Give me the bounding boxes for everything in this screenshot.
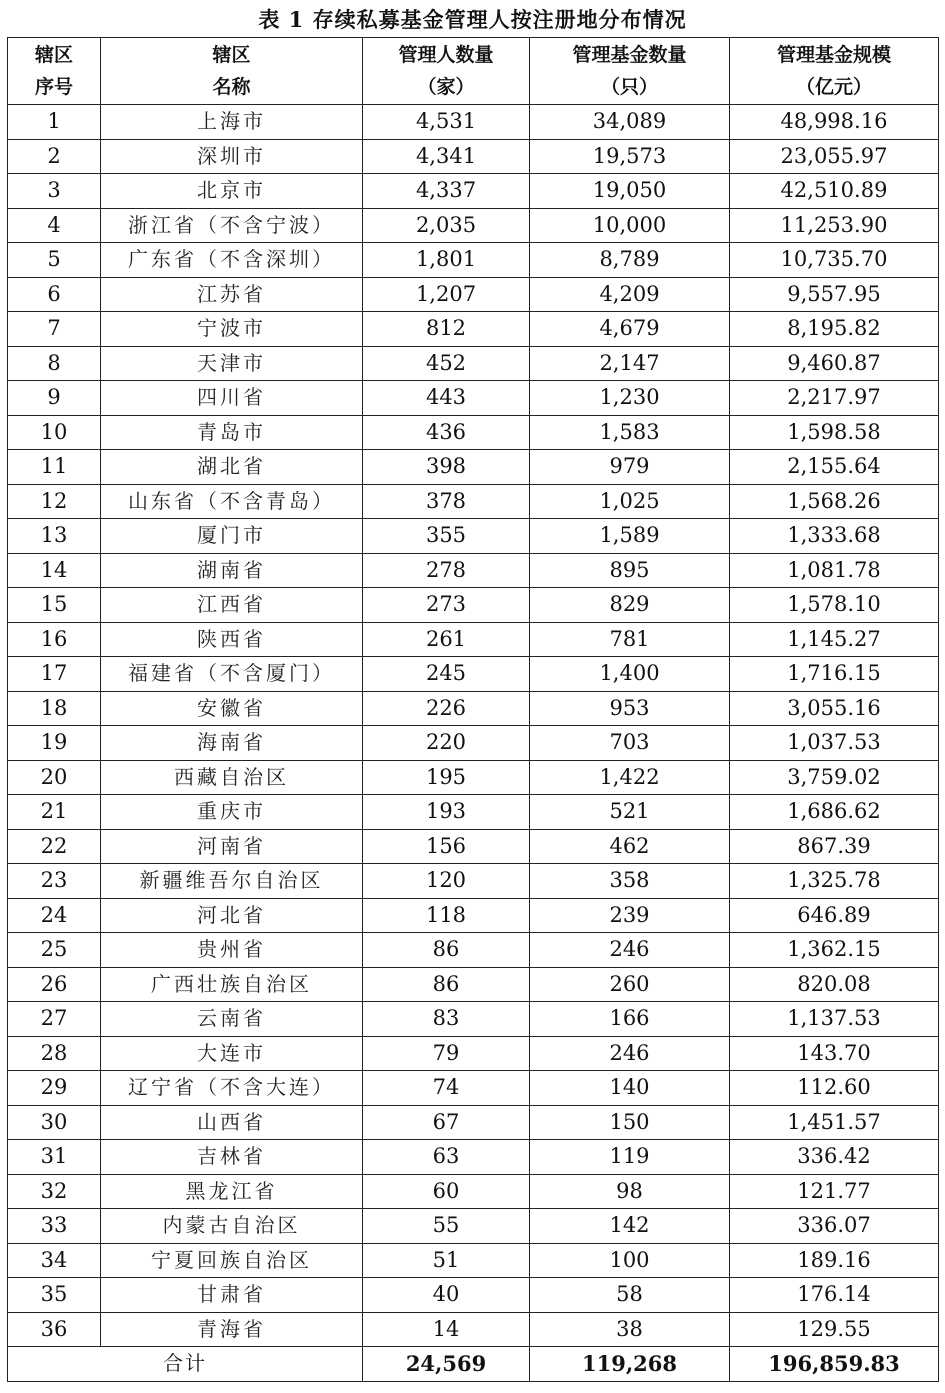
row-number: 15 [8, 588, 101, 623]
manager-count: 40 [363, 1278, 530, 1313]
fund-scale: 1,333.68 [730, 519, 939, 554]
row-number: 8 [8, 346, 101, 381]
table-row [8, 657, 939, 692]
fund-scale: 176.14 [730, 1278, 939, 1313]
manager-count: 193 [363, 795, 530, 830]
manager-count: 51 [363, 1243, 530, 1278]
fund-scale: 336.07 [730, 1209, 939, 1244]
fund-scale: 1,686.62 [730, 795, 939, 830]
manager-count: 195 [363, 760, 530, 795]
fund-count: 19,573 [530, 139, 730, 174]
fund-count: 100 [530, 1243, 730, 1278]
manager-count: 118 [363, 898, 530, 933]
manager-count: 2,035 [363, 208, 530, 243]
region-name: 浙江省（不含宁波） [101, 208, 363, 243]
manager-count: 1,801 [363, 243, 530, 278]
row-number: 11 [8, 450, 101, 485]
fund-scale: 143.70 [730, 1036, 939, 1071]
manager-count: 14 [363, 1312, 530, 1347]
manager-count: 86 [363, 967, 530, 1002]
manager-count: 452 [363, 346, 530, 381]
table-row [8, 450, 939, 485]
fund-count: 781 [530, 622, 730, 657]
region-name: 宁夏回族自治区 [101, 1243, 363, 1278]
table-row [8, 174, 939, 209]
region-name: 四川省 [101, 381, 363, 416]
fund-count: 34,089 [530, 105, 730, 140]
row-number: 14 [8, 553, 101, 588]
row-number: 31 [8, 1140, 101, 1175]
fund-scale: 867.39 [730, 829, 939, 864]
manager-count: 74 [363, 1071, 530, 1106]
fund-scale: 42,510.89 [730, 174, 939, 209]
region-name: 湖南省 [101, 553, 363, 588]
row-number: 1 [8, 105, 101, 140]
fund-count: 166 [530, 1002, 730, 1037]
table-row [8, 1071, 939, 1106]
row-number: 17 [8, 657, 101, 692]
fund-scale: 1,362.15 [730, 933, 939, 968]
manager-count: 443 [363, 381, 530, 416]
region-name: 宁波市 [101, 312, 363, 347]
row-number: 33 [8, 1209, 101, 1244]
region-name: 重庆市 [101, 795, 363, 830]
manager-count: 4,337 [363, 174, 530, 209]
row-number: 25 [8, 933, 101, 968]
region-name: 安徽省 [101, 691, 363, 726]
region-name: 内蒙古自治区 [101, 1209, 363, 1244]
fund-scale: 121.77 [730, 1174, 939, 1209]
fund-scale: 23,055.97 [730, 139, 939, 174]
row-number: 6 [8, 277, 101, 312]
fund-count: 10,000 [530, 208, 730, 243]
manager-count: 79 [363, 1036, 530, 1071]
fund-scale: 9,460.87 [730, 346, 939, 381]
table-row [8, 1105, 939, 1140]
manager-count: 4,531 [363, 105, 530, 140]
row-number: 23 [8, 864, 101, 899]
table-row [8, 760, 939, 795]
table-row [8, 795, 939, 830]
region-name: 黑龙江省 [101, 1174, 363, 1209]
region-name: 山西省 [101, 1105, 363, 1140]
fund-count: 140 [530, 1071, 730, 1106]
row-number: 36 [8, 1312, 101, 1347]
fund-count: 98 [530, 1174, 730, 1209]
row-number: 4 [8, 208, 101, 243]
total-funds: 119,268 [530, 1347, 730, 1382]
table-row [8, 1278, 939, 1313]
fund-scale: 336.42 [730, 1140, 939, 1175]
header-manager-count: 管理人数量 （家） [363, 38, 530, 105]
table-row [8, 933, 939, 968]
region-name: 河南省 [101, 829, 363, 864]
fund-scale: 1,451.57 [730, 1105, 939, 1140]
total-label: 合计 [8, 1347, 363, 1382]
table-row [8, 312, 939, 347]
header-region-name: 辖区 名称 [101, 38, 363, 105]
region-name: 广东省（不含深圳） [101, 243, 363, 278]
manager-count: 156 [363, 829, 530, 864]
fund-count: 979 [530, 450, 730, 485]
fund-scale: 10,735.70 [730, 243, 939, 278]
table-title: 表 1 存续私募基金管理人按注册地分布情况 [258, 7, 687, 32]
row-number: 9 [8, 381, 101, 416]
region-name: 河北省 [101, 898, 363, 933]
fund-scale: 1,578.10 [730, 588, 939, 623]
row-number: 18 [8, 691, 101, 726]
total-managers: 24,569 [363, 1347, 530, 1382]
manager-count: 120 [363, 864, 530, 899]
row-number: 20 [8, 760, 101, 795]
fund-scale: 112.60 [730, 1071, 939, 1106]
row-number: 5 [8, 243, 101, 278]
manager-count: 812 [363, 312, 530, 347]
table-row [8, 622, 939, 657]
region-name: 江苏省 [101, 277, 363, 312]
fund-count: 38 [530, 1312, 730, 1347]
fund-scale: 820.08 [730, 967, 939, 1002]
region-name: 辽宁省（不含大连） [101, 1071, 363, 1106]
table-row [8, 277, 939, 312]
table-row [8, 1036, 939, 1071]
region-name: 大连市 [101, 1036, 363, 1071]
fund-scale: 3,055.16 [730, 691, 939, 726]
fund-scale: 3,759.02 [730, 760, 939, 795]
fund-count: 4,679 [530, 312, 730, 347]
region-name: 西藏自治区 [101, 760, 363, 795]
fund-scale: 2,155.64 [730, 450, 939, 485]
row-number: 13 [8, 519, 101, 554]
row-number: 22 [8, 829, 101, 864]
header-fund-scale: 管理基金规模 （亿元） [730, 38, 939, 105]
manager-count: 355 [363, 519, 530, 554]
fund-scale: 1,716.15 [730, 657, 939, 692]
manager-count: 273 [363, 588, 530, 623]
table-row [8, 1002, 939, 1037]
fund-scale: 1,145.27 [730, 622, 939, 657]
table-row [8, 243, 939, 278]
fund-count: 4,209 [530, 277, 730, 312]
row-number: 24 [8, 898, 101, 933]
fund-scale: 1,568.26 [730, 484, 939, 519]
row-number: 10 [8, 415, 101, 450]
manager-count: 261 [363, 622, 530, 657]
table-row [8, 105, 939, 140]
fund-scale: 1,598.58 [730, 415, 939, 450]
row-number: 16 [8, 622, 101, 657]
manager-count: 1,207 [363, 277, 530, 312]
fund-scale: 2,217.97 [730, 381, 939, 416]
manager-count: 278 [363, 553, 530, 588]
region-name: 山东省（不含青岛） [101, 484, 363, 519]
row-number: 32 [8, 1174, 101, 1209]
fund-count: 953 [530, 691, 730, 726]
region-name: 上海市 [101, 105, 363, 140]
manager-count: 220 [363, 726, 530, 761]
fund-count: 1,230 [530, 381, 730, 416]
row-number: 27 [8, 1002, 101, 1037]
table-row [8, 1243, 939, 1278]
table-row [8, 1312, 939, 1347]
table-row [8, 553, 939, 588]
fund-count: 19,050 [530, 174, 730, 209]
fund-count: 246 [530, 933, 730, 968]
region-name: 福建省（不含厦门） [101, 657, 363, 692]
table-row [8, 1209, 939, 1244]
fund-count: 2,147 [530, 346, 730, 381]
region-name: 青岛市 [101, 415, 363, 450]
fund-count: 150 [530, 1105, 730, 1140]
header-fund-count: 管理基金数量 （只） [530, 38, 730, 105]
region-name: 贵州省 [101, 933, 363, 968]
region-name: 陕西省 [101, 622, 363, 657]
fund-count: 1,025 [530, 484, 730, 519]
row-number: 26 [8, 967, 101, 1002]
fund-count: 1,422 [530, 760, 730, 795]
fund-count: 358 [530, 864, 730, 899]
fund-scale: 11,253.90 [730, 208, 939, 243]
fund-count: 829 [530, 588, 730, 623]
table-row [8, 208, 939, 243]
region-name: 海南省 [101, 726, 363, 761]
region-name: 吉林省 [101, 1140, 363, 1175]
row-number: 12 [8, 484, 101, 519]
table-row [8, 346, 939, 381]
region-name: 新疆维吾尔自治区 [101, 864, 363, 899]
fund-scale: 9,557.95 [730, 277, 939, 312]
row-number: 28 [8, 1036, 101, 1071]
fund-count: 895 [530, 553, 730, 588]
table-row [8, 726, 939, 761]
fund-scale: 48,998.16 [730, 105, 939, 140]
fund-count: 8,789 [530, 243, 730, 278]
registration-distribution-table [7, 37, 939, 1382]
region-name: 厦门市 [101, 519, 363, 554]
row-number: 19 [8, 726, 101, 761]
fund-count: 260 [530, 967, 730, 1002]
manager-count: 378 [363, 484, 530, 519]
region-name: 湖北省 [101, 450, 363, 485]
table-body [8, 105, 939, 1347]
table-row [8, 967, 939, 1002]
table-row [8, 691, 939, 726]
table-row [8, 588, 939, 623]
region-name: 云南省 [101, 1002, 363, 1037]
table-row [8, 1140, 939, 1175]
manager-count: 67 [363, 1105, 530, 1140]
row-number: 21 [8, 795, 101, 830]
region-name: 甘肃省 [101, 1278, 363, 1313]
table-row [8, 898, 939, 933]
fund-scale: 1,325.78 [730, 864, 939, 899]
table-row [8, 1174, 939, 1209]
fund-count: 246 [530, 1036, 730, 1071]
fund-count: 521 [530, 795, 730, 830]
manager-count: 398 [363, 450, 530, 485]
table-row [8, 381, 939, 416]
fund-count: 1,583 [530, 415, 730, 450]
table-row [8, 519, 939, 554]
manager-count: 245 [363, 657, 530, 692]
fund-scale: 1,081.78 [730, 553, 939, 588]
manager-count: 55 [363, 1209, 530, 1244]
fund-count: 703 [530, 726, 730, 761]
fund-count: 119 [530, 1140, 730, 1175]
region-name: 天津市 [101, 346, 363, 381]
region-name: 广西壮族自治区 [101, 967, 363, 1002]
table-row [8, 829, 939, 864]
total-scale: 196,859.83 [730, 1347, 939, 1382]
fund-scale: 129.55 [730, 1312, 939, 1347]
fund-count: 239 [530, 898, 730, 933]
table-row [8, 864, 939, 899]
manager-count: 83 [363, 1002, 530, 1037]
header-region-number: 辖区 序号 [8, 38, 101, 105]
manager-count: 4,341 [363, 139, 530, 174]
manager-count: 226 [363, 691, 530, 726]
total-row [8, 1347, 939, 1382]
region-name: 深圳市 [101, 139, 363, 174]
row-number: 3 [8, 174, 101, 209]
fund-scale: 1,137.53 [730, 1002, 939, 1037]
row-number: 7 [8, 312, 101, 347]
fund-count: 462 [530, 829, 730, 864]
manager-count: 436 [363, 415, 530, 450]
manager-count: 86 [363, 933, 530, 968]
row-number: 2 [8, 139, 101, 174]
manager-count: 63 [363, 1140, 530, 1175]
region-name: 江西省 [101, 588, 363, 623]
header-row [8, 38, 939, 105]
fund-count: 58 [530, 1278, 730, 1313]
manager-count: 60 [363, 1174, 530, 1209]
row-number: 34 [8, 1243, 101, 1278]
region-name: 青海省 [101, 1312, 363, 1347]
region-name: 北京市 [101, 174, 363, 209]
table-row [8, 484, 939, 519]
fund-scale: 189.16 [730, 1243, 939, 1278]
row-number: 35 [8, 1278, 101, 1313]
fund-count: 1,400 [530, 657, 730, 692]
fund-scale: 646.89 [730, 898, 939, 933]
row-number: 29 [8, 1071, 101, 1106]
fund-count: 142 [530, 1209, 730, 1244]
fund-count: 1,589 [530, 519, 730, 554]
fund-scale: 1,037.53 [730, 726, 939, 761]
table-row [8, 139, 939, 174]
table-row [8, 415, 939, 450]
fund-scale: 8,195.82 [730, 312, 939, 347]
row-number: 30 [8, 1105, 101, 1140]
